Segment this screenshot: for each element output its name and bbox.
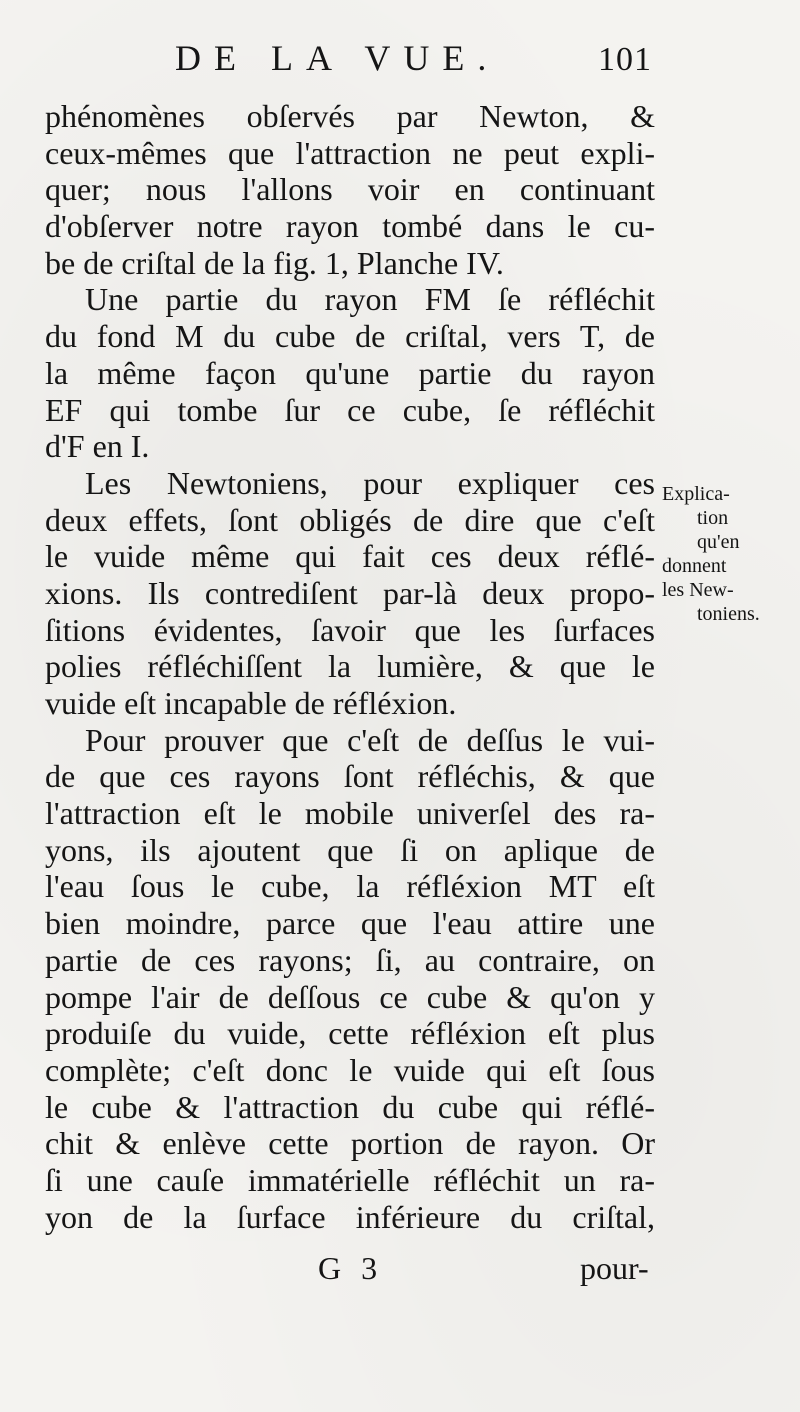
text-line: complète; c'eſt donc le vuide qui eſt ſous (45, 1051, 655, 1088)
catchword: pour- (580, 1250, 649, 1286)
marginal-note-line: toniens. (697, 603, 760, 625)
body-text (45, 98, 655, 1235)
text-line: du fond M du cube de criſtal, vers T, de (45, 318, 655, 355)
text-line: l'attraction eſt le mobile univerſel des ra- (45, 795, 655, 832)
marginal-note-line: donnent (662, 555, 727, 577)
text-line: produiſe du vuide, cette réfléxion eſt plus (45, 1015, 655, 1052)
text-line: pompe l'air de deſſous ce cube & qu'on y (45, 978, 655, 1015)
text-line: bien moindre, parce que l'eau attire une (45, 905, 655, 942)
text-line: de que ces rayons ſont réfléchis, & que (45, 758, 655, 795)
text-line: partie de ces rayons; ſi, au contraire, on (45, 941, 655, 978)
text-line: phénomènes obſervés par Newton, & (45, 98, 655, 134)
text-line: xions. Ils contrediſent par-là deux propo- (45, 574, 655, 611)
text-line: yons, ils ajoutent que ſi on aplique de (45, 831, 655, 868)
text-line: be de criſtal de la fig. 1, Planche IV. (45, 244, 504, 281)
signature-mark: G 3 (318, 1250, 384, 1286)
text-line: yon de la ſurface inférieure du criſtal, (45, 1198, 655, 1235)
text-line: deux effets, ſont obligés de dire que c'eſt (45, 501, 655, 538)
text-line: ſi une cauſe immatérielle réfléchit un ra- (45, 1161, 655, 1198)
text-line: d'obſerver notre rayon tombé dans le cu- (45, 208, 655, 245)
text-line: vuide eſt incapable de réfléxion. (45, 685, 457, 721)
text-line: Les Newtoniens, pour expliquer ces (85, 464, 655, 501)
marginal-note-line: tion (697, 507, 729, 529)
text-line: EF qui tombe ſur ce cube, ſe réfléchit (45, 391, 655, 428)
text-line: le cube & l'attraction du cube qui réflé- (45, 1088, 655, 1125)
marginal-note (662, 482, 797, 626)
text-line: ſitions évidentes, ſavoir que les ſurfaces (45, 611, 655, 648)
text-line: Une partie du rayon FM ſe réfléchit (85, 281, 655, 318)
text-line: l'eau ſous le cube, la réfléxion MT eſt (45, 868, 655, 905)
page-number: 101 (598, 41, 652, 78)
text-line: polies réfléchiſſent la lumière, & que le (45, 648, 655, 685)
text-line: ceux-mêmes que l'attraction ne peut expli- (45, 134, 655, 171)
text-line: le vuide même qui fait ces deux réflé- (45, 538, 655, 575)
text-line: la même façon qu'une partie du rayon (45, 354, 655, 391)
text-line: chit & enlève cette portion de rayon. Or (45, 1125, 655, 1162)
marginal-note-line: qu'en (697, 531, 740, 553)
text-line: d'F en I. (45, 428, 150, 465)
text-line: quer; nous l'allons voir en continuant (45, 171, 655, 208)
text-line: Pour prouver que c'eſt de deſſus le vui- (85, 721, 655, 758)
marginal-note-line: Explica- (662, 483, 730, 505)
marginal-note-line: les New- (662, 579, 734, 601)
running-head: DE LA VUE. (175, 38, 500, 78)
